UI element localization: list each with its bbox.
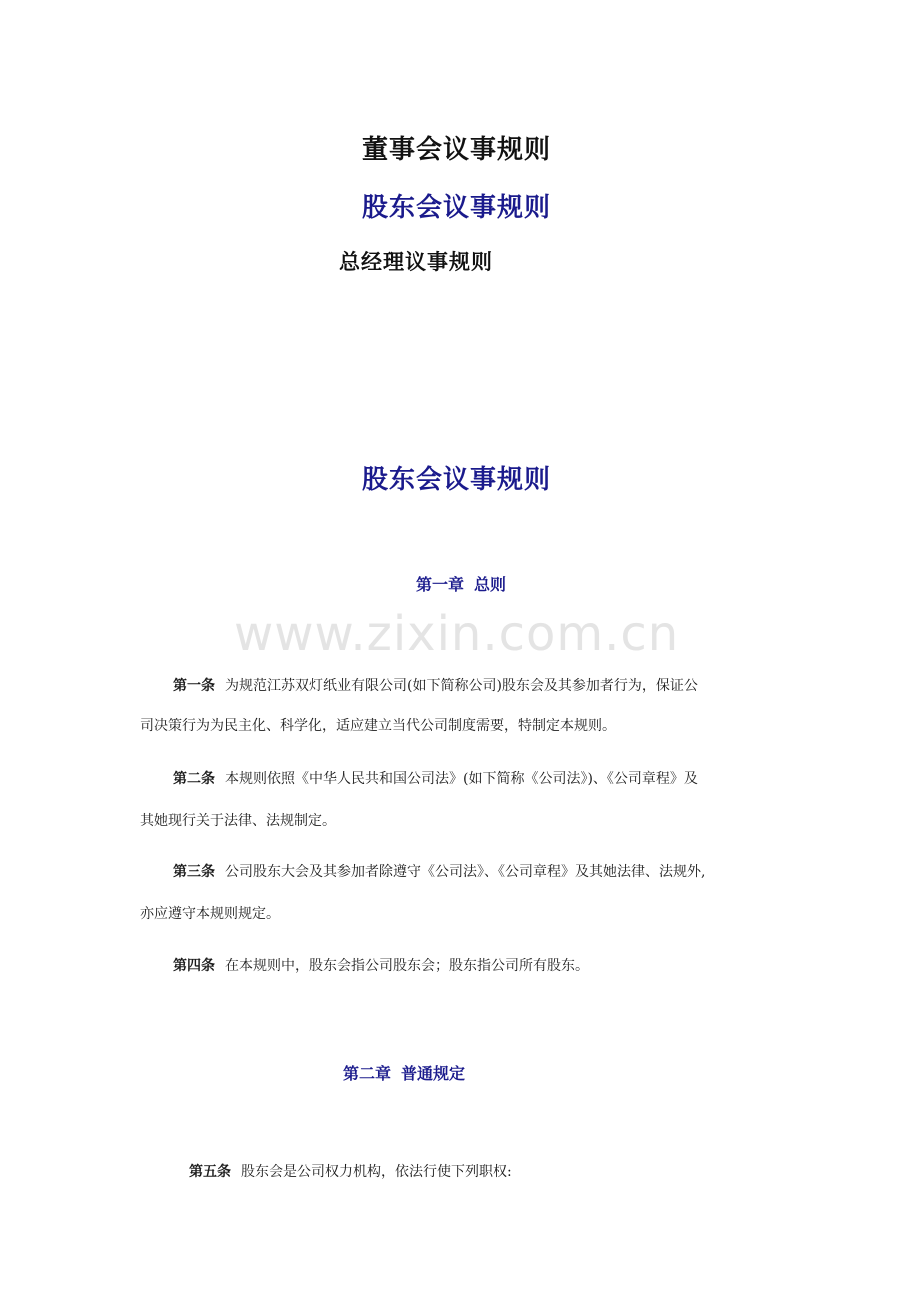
article-5-text-1: 股东会是公司权力机构，依法行使下列职权: [241, 1164, 512, 1180]
chapter-1-label: 第一章 [416, 575, 465, 594]
article-2-line-1 [173, 772, 698, 786]
article-5-label: 第五条 [189, 1164, 231, 1180]
chapter-2-label: 第二章 [343, 1064, 392, 1083]
article-2-line-2: 其她现行关于法律、法规制定。 [140, 813, 336, 829]
chapter-2-name: 普通规定 [401, 1064, 466, 1083]
document-title: 股东会议事规则 [362, 465, 552, 495]
cover-title-board-rules: 董事会议事规则 [362, 135, 552, 165]
article-3-label: 第三条 [173, 864, 215, 880]
chapter-1-name: 总则 [474, 575, 507, 594]
cover-title-gm-rules: 总经理议事规则 [339, 250, 493, 274]
article-3-text-1: 公司股东大会及其参加者除遵守《公司法》、《公司章程》及其她法律、法规外, [225, 864, 706, 880]
article-1-line-1 [173, 679, 698, 693]
article-2-label: 第二条 [173, 771, 215, 787]
article-1-label: 第一条 [173, 678, 215, 694]
cover-title-shareholder-rules: 股东会议事规则 [362, 193, 552, 223]
chapter-1-heading [416, 572, 506, 595]
article-1-line-2: 司决策行为为民主化、科学化，适应建立当代公司制度需要，特制定本规则。 [140, 718, 616, 734]
article-5-line-1 [189, 1165, 512, 1179]
article-2-text-1: 本规则依照《中华人民共和国公司法》(如下简称《公司法》)、《公司章程》及 [225, 771, 698, 787]
article-4-label: 第四条 [173, 958, 215, 974]
watermark: www.zixin.com.cn [234, 606, 680, 662]
article-4-line-1 [173, 959, 589, 973]
chapter-2-heading [343, 1061, 465, 1084]
article-3-line-2: 亦应遵守本规则规定。 [140, 906, 280, 922]
article-4-text-1: 在本规则中，股东会指公司股东会；股东指公司所有股东。 [225, 958, 589, 974]
article-1-text-1: 为规范江苏双灯纸业有限公司(如下简称公司)股东会及其参加者行为，保证公 [225, 678, 698, 694]
article-3-line-1 [173, 865, 705, 879]
